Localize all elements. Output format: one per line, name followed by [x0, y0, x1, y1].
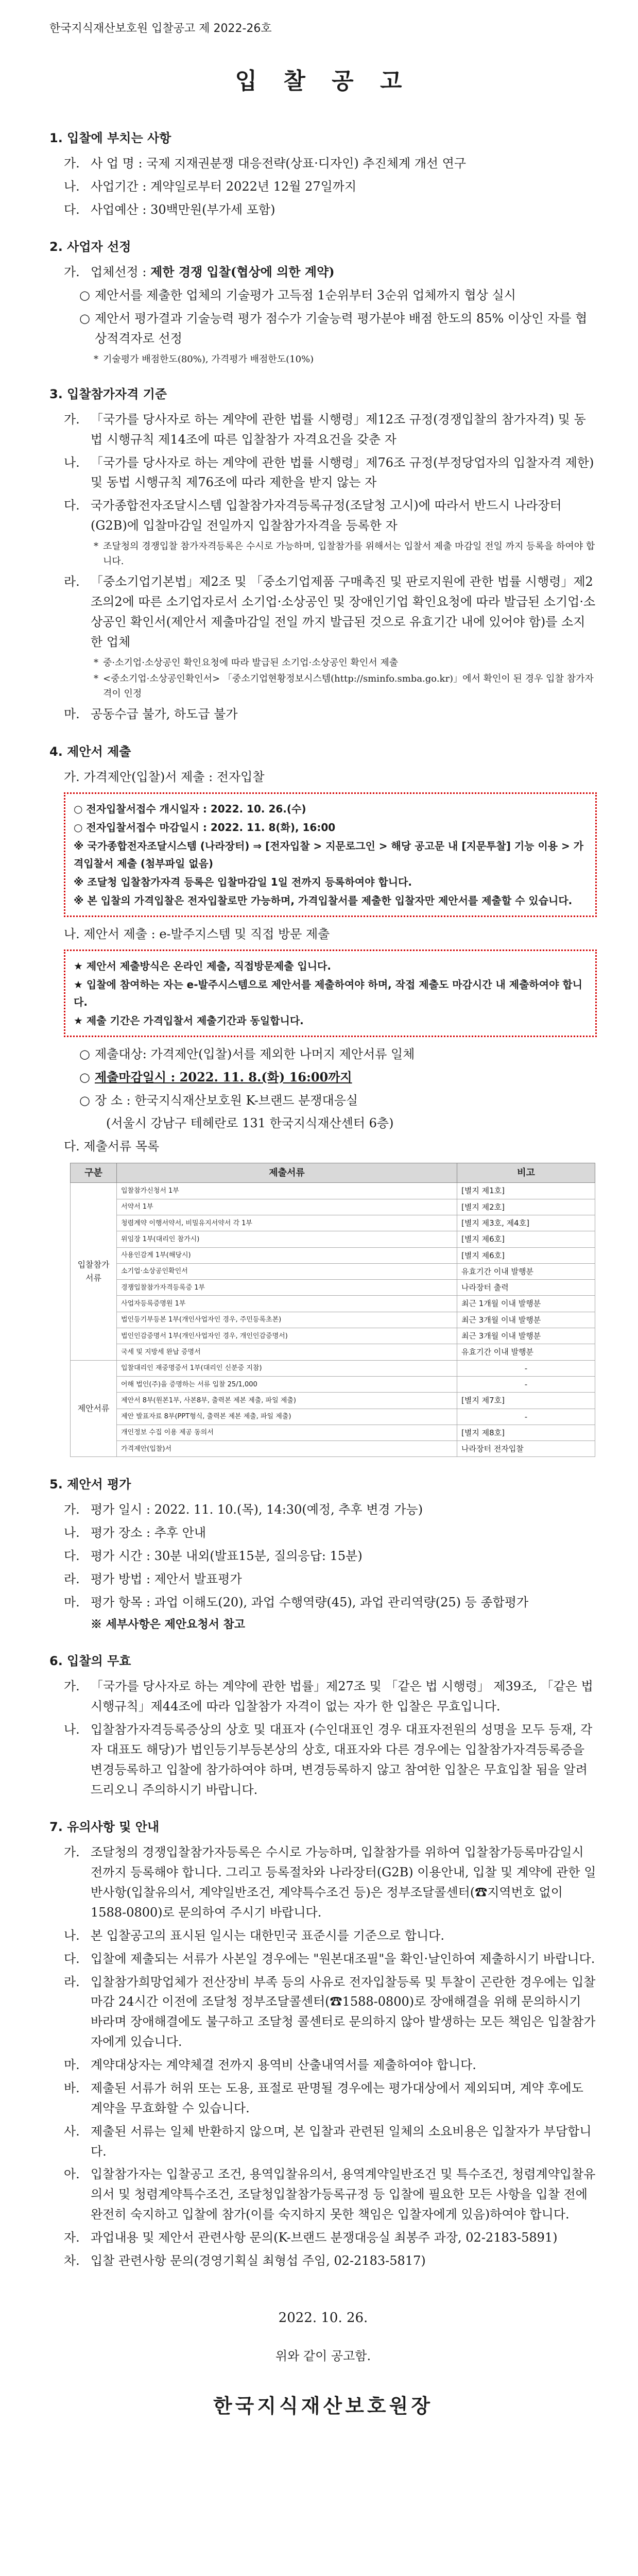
table-row: [71, 1328, 595, 1344]
item-marker: 마.: [64, 707, 80, 722]
item-text: 입찰참가희망업체가 전산장비 부족 등의 사유로 전자입찰등록 및 투찰이 곤란한 경우에는 입찰마감 24시간 이전에 조달청 정부조달콜센터(☎1588-0800)로 장애해결을 위해 문의하시기 바라며 장애해결에도 불구하고 조달청 콜센터로 문의하지 않아 발생하는 모든 책임은 입찰참가자에게 있습니다.: [91, 1974, 596, 2049]
item-marker: 자.: [64, 2230, 80, 2245]
item-text: 평가 장소 : 추후 안내: [91, 1526, 206, 1540]
circle-bullet-icon: ○: [79, 288, 90, 303]
document-cell: 입찰참가신청서 1부: [117, 1183, 457, 1199]
document-cell: 청렴계약 이행서약서, 비밀유지서약서 각 1부: [117, 1215, 457, 1231]
closing-statement: 위와 같이 공고함.: [275, 2348, 371, 2363]
footnote: [94, 671, 597, 701]
item-marker: 다.: [64, 202, 80, 217]
asterisk-icon: *: [94, 541, 98, 552]
remark-cell: -: [457, 1360, 595, 1376]
item-text: 입찰에 제출되는 서류가 사본일 경우에는 "원본대조필"을 확인·날인하여 제출하시기 바랍니다.: [91, 1951, 595, 1966]
footnote-text: 기술평가 배점한도(80%), 가격평가 배점한도(10%): [103, 353, 314, 365]
document-cell: 소기업·소상공인확인서: [117, 1263, 457, 1279]
notice-line: ★ 제출 기간은 가격입찰서 제출기간과 동일합니다.: [74, 1014, 304, 1027]
list-item: [64, 924, 597, 944]
bidding-notice-box: [64, 792, 597, 917]
list-item: [64, 572, 597, 652]
remark-cell: [별지 제8호]: [457, 1425, 595, 1440]
bullet-item: [79, 309, 597, 349]
table-row: [71, 1425, 595, 1440]
table-row: [71, 1360, 595, 1376]
asterisk-icon: *: [94, 673, 98, 685]
document-cell: 경쟁입찰참가자격등록증 1부: [117, 1280, 457, 1296]
item-marker: 가.: [64, 156, 80, 171]
table-row: [71, 1183, 595, 1199]
remark-cell: 나라장터 출력: [457, 1280, 595, 1296]
document-cell: 위임장 1부(대리인 참가시): [117, 1231, 457, 1247]
item-marker: 가.: [64, 412, 80, 427]
list-item: [64, 2228, 597, 2248]
item-text: 「중소기업기본법」제2조 및 「중소기업제품 구매촉진 및 판로지원에 관한 법률 시행령」제2조의2에 따른 소기업자로서 소기업·소상공인 및 장애인기업 확인요청에 따라 발급된 소기업·소상공인 확인서(제안서 제출마감일 전일 까지 발급된 것으로 유효기간 내에 있어야 함)를 소지한 업체: [91, 574, 596, 649]
remark-cell: 유효기간 이내 발행분: [457, 1344, 595, 1360]
table-row: [71, 1231, 595, 1247]
remark-cell: [별지 제6호]: [457, 1231, 595, 1247]
list-item: [64, 704, 597, 724]
table-row: [71, 1409, 595, 1425]
col-header: 비고: [457, 1163, 595, 1183]
remark-cell: 최근 1개월 이내 발행분: [457, 1296, 595, 1312]
page-title: 입 찰 공 고: [235, 67, 411, 94]
item-text: 공동수급 불가, 하도급 불가: [91, 707, 238, 722]
item-text: 입찰 관련사항 문의(경영기획실 최형섭 주임, 02-2183-5817): [91, 2253, 426, 2268]
table-row: [71, 1344, 595, 1360]
item-marker: 나.: [64, 1928, 80, 1943]
table-row: [71, 1280, 595, 1296]
bullet-item: [79, 1067, 597, 1088]
col-header: 구분: [71, 1163, 117, 1183]
list-item: [64, 2122, 597, 2162]
table-row: [71, 1199, 595, 1215]
selection-method: 제한 경쟁 입찰(협상에 의한 계약): [150, 264, 335, 280]
section-7-title: 7. 유의사항 및 안내: [49, 1820, 160, 1835]
item-marker: 나.: [64, 179, 80, 194]
submission-table: [70, 1163, 595, 1457]
table-body: [71, 1183, 595, 1457]
item-text: 평가 시간 : 30분 내외(발표15분, 질의응답: 15분): [91, 1549, 363, 1564]
bullet-item: [79, 1044, 597, 1064]
list-item: [64, 496, 597, 536]
remark-cell: -: [457, 1409, 595, 1425]
footnote-text: <중소기업·소상공인확인서> 「중소기업현황정보시스템(http://sminfo.smba.go.kr)」에서 확인이 된 경우 입찰 참가자격이 인정: [103, 673, 594, 700]
item-marker: 다.: [64, 1549, 80, 1564]
item-text: 평가 일시 : 2022. 11. 10.(목), 14:30(예정, 추후 변경 가능): [91, 1502, 423, 1517]
issuer-signature: 한국지식재산보호원장: [213, 2394, 434, 2417]
section-5-title: 5. 제안서 평가: [49, 1477, 131, 1492]
table-row: [71, 1215, 595, 1231]
table-row: [71, 1312, 595, 1328]
notice-line: ★ 입찰에 참여하는 자는 e-발주시스템으로 제안서를 제출하여야 하며, 작접 제출도 마감시간 내 제출하여야 합니다.: [74, 978, 582, 1008]
document-cell: 서약서 1부: [117, 1199, 457, 1215]
item-text: 다. 제출서류 목록: [64, 1139, 160, 1154]
list-item: [64, 1926, 597, 1946]
item-text: 사업기간 : 계약일로부터 2022년 12월 27일까지: [91, 179, 357, 194]
list-item: [64, 200, 597, 220]
document-cell: 어해 법인(주)을 증명하는 서류 입찰 25/1,000: [117, 1376, 457, 1392]
item-marker: 나.: [64, 1526, 80, 1540]
item-text: 사 업 명 : 국제 지재권분쟁 대응전략(상표·디자인) 추진체계 개선 연구: [91, 156, 467, 171]
group-label: 제안서류: [71, 1360, 117, 1457]
circle-bullet-icon: ○: [79, 311, 90, 326]
notice-line: ※ 국가종합전자조달시스템 (나라장터) ⇒ [전자입찰 > 지문로그인 > 해당 공고문 내 [지문투찰] 기능 이용 > 가격입찰서 제출 (첨부파일 없음): [74, 839, 584, 870]
remark-cell: -: [457, 1376, 595, 1392]
item-text: 국가종합전자조달시스템 입찰참가자격등록규정(조달청 고시)에 따라서 반드시 나라장터(G2B)에 입찰마감일 전일까지 입찰참가자격을 등록한 자: [91, 498, 562, 533]
item-marker: 아.: [64, 2167, 80, 2182]
remark-cell: [별지 제6호]: [457, 1247, 595, 1263]
list-item: [64, 1972, 597, 2053]
document-cell: 가격제안(입찰)서: [117, 1441, 457, 1457]
notice-line: ○ 전자입찰서접수 개시일자 : 2022. 10. 26.(수): [74, 802, 306, 815]
footnote: [94, 352, 597, 367]
item-marker: 가.: [64, 1845, 80, 1860]
bullet-text: 제안서를 제출한 업체의 기술평가 고득점 1순위부터 3순위 업체까지 협상 실시: [95, 288, 516, 303]
remark-cell: [별지 제1호]: [457, 1183, 595, 1199]
item-marker: 사.: [64, 2124, 80, 2139]
section-3-title: 3. 입찰참가자격 기준: [49, 386, 167, 401]
table-row: [71, 1376, 595, 1392]
notice-date: 2022. 10. 26.: [278, 2310, 368, 2326]
bullet-text: 제출대상: 가격제안(입찰)서를 제외한 나머지 제안서류 일체: [95, 1046, 415, 1061]
item-text: 조달청의 경쟁입찰참가자등록은 수시로 가능하며, 입찰참가를 위하여 입찰참가등록마감일시 전까지 등록해야 합니다. 그리고 등록절차와 나라장터(G2B) 이용안내, 입찰 및 계약에 관한 일반사항(입찰유의서, 계약일반조건, 계약특수조건 등)은 정부조달콜센터(☎지역번호 없이 1588-0800)로 문의하여 주시기 바랍니다.: [91, 1845, 596, 1920]
proposal-notice-box: [64, 950, 597, 1037]
section-6-title: 6. 입찰의 무효: [49, 1654, 131, 1669]
list-item: [64, 2055, 597, 2075]
section-4-title: 4. 제안서 제출: [49, 744, 131, 759]
list-item: [64, 2164, 597, 2225]
group-label: 입찰참가 서류: [71, 1183, 117, 1360]
list-item: [64, 1592, 597, 1613]
circle-bullet-icon: ○: [79, 1093, 90, 1108]
reference-note: ※ 세부사항은 제안요청서 참고: [91, 1617, 246, 1631]
section-1-title: 1. 입찰에 부치는 사항: [49, 130, 171, 145]
footnote-text: 조달청의 경쟁입찰 참가자격등록은 수시로 가능하며, 입찰참가를 위해서는 입찰서 제출 마감일 전일 까지 등록을 하여야 합니다.: [103, 541, 595, 567]
list-item: [64, 1137, 597, 1157]
selection-label: 업체선정 :: [91, 265, 151, 280]
document-cell: 사용인감계 1부(해당시): [117, 1247, 457, 1263]
list-item: [64, 410, 597, 450]
asterisk-icon: *: [94, 353, 98, 365]
list-item: [64, 1500, 597, 1520]
circle-bullet-icon: ○: [79, 1070, 90, 1084]
document-cell: 법인등기부등본 1부(개인사업자인 경우, 주민등록초본): [117, 1312, 457, 1328]
list-item: [64, 1569, 597, 1589]
item-text: 「국가를 당사자로 하는 계약에 관한 법률 시행령」제12조 규정(경쟁입찰의 참가자격) 및 동법 시행규칙 제14조에 따른 입찰참가 자격요건을 갖춘 자: [91, 412, 586, 447]
item-text: 제출된 서류는 일체 반환하지 않으며, 본 입찰과 관련된 일체의 소요비용은 입찰자가 부담합니다.: [91, 2124, 592, 2159]
item-text: 사업예산 : 30백만원(부가세 포함): [91, 202, 275, 217]
remark-cell: 나라장터 전자입찰: [457, 1441, 595, 1457]
item-marker: 라.: [64, 1974, 80, 1989]
item-text: 입찰참가자격등록증상의 상호 및 대표자 (수인대표인 경우 대표자전원의 성명을 모두 등재, 각자 대표도 해당)가 법인등기부등본상의 상호, 대표자와 다른 경우에는 입찰참가자격등록증을 변경등록하고 입찰에 참가하여야 하며, 변경등록하지 않고 참여한 입찰은 무효입찰 됨을 알려드리오니 주의하시기 바랍니다.: [91, 1722, 593, 1797]
item-marker: 바.: [64, 2080, 80, 2095]
footnote: [94, 655, 597, 670]
bullet-text: 제안서 평가결과 기술능력 평가 점수가 기술능력 평가분야 배점 한도의 85% 이상인 자를 협상적격자로 선정: [95, 311, 588, 346]
notice-line: ○ 전자입찰서접수 마감일시 : 2022. 11. 8(화), 16:00: [74, 821, 336, 834]
list-item: [64, 453, 597, 493]
table-row: [71, 1247, 595, 1263]
footnote: [94, 539, 597, 569]
list-item: [64, 154, 597, 174]
list-item: [64, 177, 597, 197]
doc-number: 한국지식재산보호원 입찰공고 제 2022-26호: [49, 22, 272, 35]
list-item: [64, 2251, 597, 2271]
list-item: [64, 1720, 597, 1800]
remark-cell: 유효기간 이내 발행분: [457, 1263, 595, 1279]
table-row: [71, 1393, 595, 1409]
deadline-text: 제출마감일시 : 2022. 11. 8.(화) 16:00까지: [95, 1069, 352, 1084]
item-marker: 가.: [64, 1502, 80, 1517]
bullet-item: [79, 285, 597, 306]
list-item: [64, 2078, 597, 2119]
document-cell: 개인정보 수집 이용 제공 동의서: [117, 1425, 457, 1440]
item-marker: 나.: [64, 1722, 80, 1737]
asterisk-icon: *: [94, 657, 98, 668]
item-marker: 나.: [64, 455, 80, 470]
item-text: 나. 제안서 제출 : e-발주지스템 및 직접 방문 제출: [64, 926, 330, 941]
remark-cell: 최근 3개월 이내 발행분: [457, 1312, 595, 1328]
address-line: [79, 1113, 597, 1133]
item-marker: 가.: [64, 265, 80, 280]
item-text: [91, 262, 597, 282]
bullet-item: [79, 1091, 597, 1111]
list-item: [64, 767, 597, 787]
document-cell: 사업자등록증명원 1부: [117, 1296, 457, 1312]
item-marker: 마.: [64, 2058, 80, 2073]
document-cell: 국세 및 지방세 완납 증명서: [117, 1344, 457, 1360]
item-text: 평가 방법 : 제안서 발표평가: [91, 1571, 242, 1586]
item-marker: 라.: [64, 1571, 80, 1586]
notice-line: ※ 조달청 입찰참가자격 등록은 입찰마감일 1일 전까지 등록하여야 합니다.: [74, 875, 412, 888]
document-cell: 법인인감증명서 1부(개인사업자인 경우, 개인인감증명서): [117, 1328, 457, 1344]
notice-line: ※ 본 입찰의 가격입찰은 전자입찰로만 가능하며, 가격입찰서를 제출한 입찰자만 제안서를 제출할 수 있습니다.: [74, 894, 573, 907]
list-item: [64, 1842, 597, 1923]
remark-cell: 최근 3개월 이내 발행분: [457, 1328, 595, 1344]
item-marker: 다.: [64, 498, 80, 513]
item-marker: 마.: [64, 1595, 80, 1609]
table-row: [71, 1263, 595, 1279]
circle-bullet-icon: ○: [79, 1046, 90, 1061]
item-marker: 차.: [64, 2253, 80, 2268]
address-text: (서울시 강남구 테헤란로 131 한국지식재산센터 6층): [106, 1116, 394, 1131]
remark-cell: [별지 제7호]: [457, 1393, 595, 1409]
item-text: 「국가를 당사자로 하는 계약에 관한 법률 시행령」제76조 규정(부정당업자의 입찰자격 제한) 및 동법 시행규칙 제76조에 따라 제한을 받지 않는 자: [91, 455, 594, 490]
list-item: [64, 262, 597, 282]
section-2-title: 2. 사업자 선정: [49, 240, 131, 255]
footnote-text: 중·소기업·소상공인 확인요청에 따라 발급된 소기업·소상공인 확인서 제출: [103, 657, 399, 668]
item-text: 제출된 서류가 허위 또는 도용, 표절로 판명될 경우에는 평가대상에서 제외되며, 계약 후에도 계약을 무효화할 수 있습니다.: [91, 2080, 583, 2115]
item-text: 입찰참가자는 입찰공고 조건, 용역입찰유의서, 용역계약일반조건 및 특수조건, 청렴계약입찰유의서 및 청렴계약특수조건, 조달청입찰참가등록규정 등 입찰에 필요한 모든 사항을 입찰 전에 완전히 숙지하고 입찰에 참가(이를 숙지하지 못한 책임은 입찰자에게 있음)하여야 합니다.: [91, 2167, 596, 2222]
document-cell: 제안 발표자료 8부(PPT형식, 출력본 제본 제출, 파일 제출): [117, 1409, 457, 1425]
document-cell: 제안서 8부(원본1부, 사본8부, 출력본 제본 제출, 파일 제출): [117, 1393, 457, 1409]
list-item: [64, 1949, 597, 1969]
list-item: [64, 1523, 597, 1543]
table-row: [71, 1441, 595, 1457]
table-header-row: [71, 1163, 595, 1183]
remark-cell: [별지 제2호]: [457, 1199, 595, 1215]
list-item: [64, 1676, 597, 1717]
item-text: 가. 가격제안(입찰)서 제출 : 전자입찰: [64, 770, 265, 785]
notice-line: ★ 제안서 제출방식은 온라인 제출, 직접방문제출 입니다.: [74, 959, 331, 972]
item-marker: 라.: [64, 574, 80, 589]
bullet-text: 장 소 : 한국지식재산보호원 K-브랜드 분쟁대응실: [95, 1093, 358, 1108]
col-header: 제출서류: [117, 1163, 457, 1183]
item-text: 과업내용 및 제안서 관련사항 문의(K-브랜드 분쟁대응실 최봉주 과장, 02-2183-5891): [91, 2230, 558, 2245]
remark-cell: [별지 제3호, 제4호]: [457, 1215, 595, 1231]
item-text: 계약대상자는 계약체결 전까지 용역비 산출내역서를 제출하여야 합니다.: [91, 2058, 476, 2073]
item-marker: 다.: [64, 1951, 80, 1966]
item-text: 「국가를 당사자로 하는 계약에 관한 법률」제27조 및 「같은 법 시행령」 제39조, 「같은 법 시행규칙」제44조에 따라 입찰참가 자격이 없는 자가 한 입찰은 무효입니다.: [91, 1679, 593, 1714]
item-text: 평가 항목 : 과업 이해도(20), 과업 수행역량(45), 과업 관리역량(25) 등 종합평가: [91, 1595, 529, 1609]
item-marker: 가.: [64, 1679, 80, 1694]
list-item: [64, 1546, 597, 1566]
table-row: [71, 1296, 595, 1312]
document-cell: 입찰대리인 재중명증서 1부(대리인 신분증 지참): [117, 1360, 457, 1376]
item-text: 본 입찰공고의 표시된 일시는 대한민국 표준시를 기준으로 합니다.: [91, 1928, 444, 1943]
